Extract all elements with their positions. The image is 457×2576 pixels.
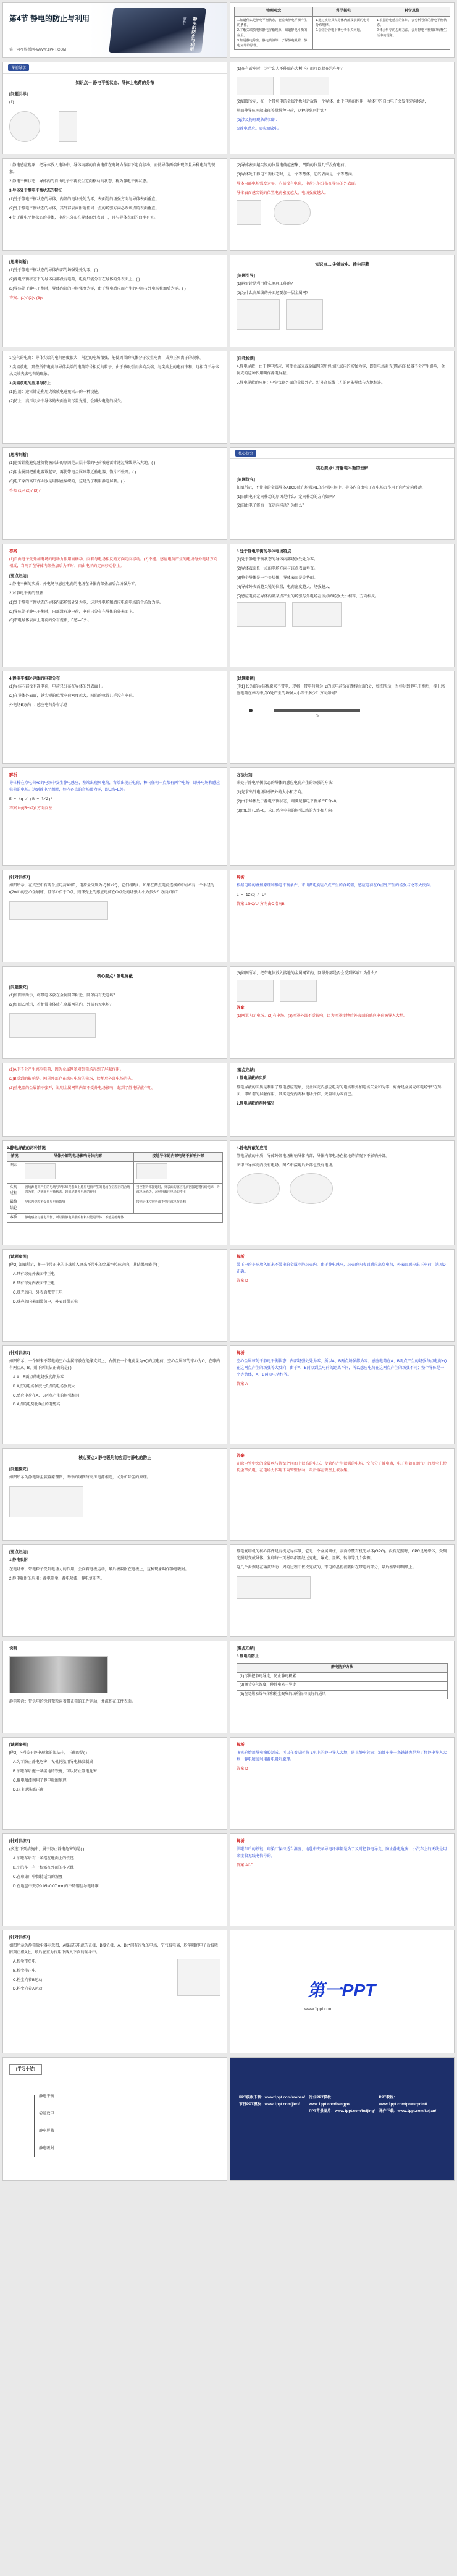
slide-knowledge2: [230, 255, 455, 347]
table-cell: 接地导体空腔外部不受内部电荷影响: [133, 1198, 222, 1213]
table-cell: (3)在易燃易爆气体和粉尘聚集的场所保持良好的通风: [237, 1690, 448, 1699]
text-line: 1.静电吸附: [9, 1558, 28, 1563]
answer-text: (2)B受到的影响是，网罩外部存在感应电荷的电场，接地后外部电场消失。: [9, 1076, 135, 1081]
answer-text: (1)网罩内无电场。(2)有电场。(3)网罩外部不受影响，因为网罩接地后外表面的感应电荷被导入大地。: [237, 1014, 408, 1019]
summary-node: 尖端放电: [39, 2111, 54, 2116]
figure-cage-b: [280, 980, 317, 1002]
text-line: (2)如图所示，在一个带负电的金属平板附近放置一个导体，由于电场的作用，导体中的自由电子会发生定向移动，: [237, 99, 429, 104]
figure-lightning: [237, 77, 274, 95]
answer-text: 答案：(1)√ (2)√ (3)√: [9, 295, 43, 300]
table-cell: 因场源电荷产生的电场与导体球壳表面上感应电荷产生的电场在空腔内的合场强为零，达到静电平衡状态，起到屏蔽外电场的作用: [22, 1184, 133, 1198]
question-text: (3)如图所示，把带电体放入接地的金属网罩内，网罩外部是否会受到影响？为什么？: [237, 971, 379, 975]
option-d[interactable]: D.以上说法都正确: [13, 1787, 44, 1792]
question-tag: [问题探究]: [9, 985, 28, 990]
footer-links: [230, 2057, 455, 2181]
judge-item: (2)用金属网把验电器罩起来，再使带电金属球靠近验电器，箔片不张开。( ): [9, 470, 136, 475]
figure-shield-b: [136, 1163, 167, 1179]
option-a[interactable]: A.只有球壳外表面带正电: [13, 1272, 55, 1277]
judge-tag: [思考判断]: [9, 260, 28, 264]
figure-field-lines: [237, 602, 286, 627]
question-text: (1)避雷针是利用什么原理工作的？: [237, 281, 295, 286]
slide-training2: [2, 1345, 227, 1444]
lesson-title: 第4节 静电的防止与利用: [9, 14, 90, 23]
text-line: (3)导体处于静电平衡状态时，是一个等势体，它的表面是一个等势面。: [237, 172, 356, 177]
slide-shield-app: [230, 1140, 455, 1245]
option-b[interactable]: B.A点的电场强度比B点的电场强度大: [13, 1384, 75, 1389]
question-tag: [问题引导]: [237, 273, 255, 278]
example-text: [例2] 如图所示，把一个带正电的小球放入原来不带电的金属空腔球壳内，其结果可能是( ): [9, 1263, 160, 1268]
example-tag: [试题案例]: [9, 1255, 28, 1259]
slide-spray: [2, 1641, 227, 1733]
text-line: (1)导体内部没有净电荷，电荷只分布在导体的外表面上。: [9, 684, 106, 689]
option-c[interactable]: C.静电喷漆利用了静电吸附原理: [13, 1778, 67, 1783]
analysis-text: 根据电场的叠加原理和静电平衡条件，求出两电荷在O点产生的合场强，感应电荷在O点处产生的场强与之等大反向。: [237, 883, 434, 888]
col-header: 静电防护方法: [237, 1664, 448, 1673]
example-text: [例1] 长为l的导体棒原来不带电，现将一带电荷量为+q的点电荷放在距棒左端R处，如图所示，当棒达到静电平衡后，棒上感应电荷在棒内中点O处产生的场强大小等于多少？方向如何？: [237, 684, 445, 696]
table-cell: (1)尽快把静电导走，防止静电积累: [237, 1672, 448, 1682]
question-text: (1)自由电子定向移动的原因是什么？定向移动的方向如何？: [237, 494, 337, 499]
text-line: (2)在导体外表面，越尖锐的位置电荷密度越大，凹陷的位置几乎没有电荷。: [9, 694, 136, 699]
table-cell: 1.根据静电感应的知识，会分析导体的静电平衡状态。 2.体会科学的思维方法，会用静电平衡知识解释生活中的现象。: [374, 16, 450, 50]
answer-text: 答案 kq/(R+l/2)² 方向向左: [9, 806, 52, 810]
question-text: 如图所示，不带电的金属导体ABCD放在场强为E的匀强电场中，导体内自由电子在电场力作用下向左定向移动，: [237, 485, 426, 490]
summary-title: [学习小结]: [9, 2064, 42, 2075]
analysis-tag: 解析: [237, 1255, 245, 1259]
text-line: 静电屏蔽的本质：导体外部电场影响导体内部，导体内部电场在接地的情况下不影响外部。: [237, 1154, 390, 1159]
text-line: 1.静电平衡的实质：外电场与感应电荷的电场在导体内部叠加后合场强为零。: [9, 582, 139, 587]
figure-metal-mesh: [9, 1013, 96, 1038]
option-a[interactable]: A.粉尘带负电: [13, 1959, 36, 1964]
slide-training4: [2, 1930, 227, 2053]
slide-judge2: [2, 447, 227, 540]
slide-brand-logo: [230, 1930, 455, 2053]
answer-text: 答案 ACD: [237, 1863, 254, 1867]
example-text: [例3] 下列关于静电现象的说法中，正确的是( ): [9, 1751, 87, 1756]
judge-tag: [思考判断]: [9, 453, 28, 457]
option-a[interactable]: A.A、B两点的电场强度都为零: [13, 1374, 64, 1379]
text-line: 2.尖端放电：那些所带电荷与导体尖端的电荷符号相反的粒子，由于被吸引而奔向尖端，与尖端上的电荷中和，这相当于导体从尖端失去电荷的现象。: [9, 364, 219, 376]
question-text: (2)自由电子能否一直定向移动？为什么？: [237, 503, 306, 508]
objectives-slide: [230, 2, 455, 58]
point-charge: [249, 709, 253, 712]
method-tag: 方法归纳: [237, 773, 253, 777]
text-line: (2)由于导体处于静电平衡状态，则满足静电平衡条件E合=0。: [237, 799, 340, 804]
col-header: 情况: [7, 1153, 22, 1162]
text-line: (2)涉及物理现象的知识：: [237, 117, 280, 122]
row-header: 实现过程: [7, 1184, 22, 1198]
check-tag: [自我检测]: [237, 356, 255, 361]
option-a[interactable]: A.油罐车后有一条拖在地面上的铁链: [13, 1856, 74, 1861]
slide-point-discharge: [2, 351, 227, 444]
summary-node: 静电吸附: [39, 2145, 54, 2150]
text-line: (1)处于静电平衡状态的导体内部场强处处为零。: [237, 557, 318, 562]
slide-training2-answer: [230, 1345, 455, 1444]
slide-core1-answer: [2, 544, 227, 667]
figure-power-line: [286, 299, 323, 330]
summary-diagram: [9, 2082, 220, 2163]
slide-summary: [2, 2057, 227, 2181]
slide-shield-essence: [230, 1063, 455, 1137]
figure-two-charges: [9, 901, 108, 920]
slide-example1-answer: [2, 767, 227, 866]
question-text: 如图所示为静电除尘装置原理图，图中的线圈与高压电源相连，试分析除尘的原理。: [9, 1475, 151, 1480]
text-line: 图甲中导体壳内没有电场；图乙中接地后外部也没有电场。: [237, 1163, 336, 1168]
midpoint-label: O: [316, 714, 319, 718]
text-line: 1.静电屏蔽的实质: [237, 1076, 267, 1081]
option-d[interactable]: D.球壳的内表面带负电，外表面带正电: [13, 1299, 78, 1304]
text-line: 1.空气的电离：导体尖端的电荷密度很大，附近的电场很强，能使周围的气体分子发生电离，成为正负离子的现象。: [9, 356, 204, 360]
slide-core2: [2, 966, 227, 1059]
training-text: (多选)下列措施中，属于防止静电危害的是( ): [9, 1847, 85, 1852]
col-header: 接地导体的内部电场不影响外部: [133, 1153, 222, 1162]
text-line: (2)防止：高压设备中导体的表面应该尽量光滑，会减少电能的损失。: [9, 399, 125, 404]
section-title: 4.静电平衡时导体的电荷分布: [9, 676, 61, 681]
slide-concepts: [2, 158, 227, 251]
conductor-rod: [274, 709, 360, 712]
training-text: 如图所示为静电除尘器示意图，A接高压电源的正极，B接负极，A、B之间有很强的电场，空气被电离，粉尘吸附电子后被吸附到正极A上，最后在重力作用下落入下面的漏斗中。: [9, 1943, 219, 1955]
figure-car: [280, 77, 329, 95]
slide-example2: [2, 1249, 227, 1342]
table-cell: 1.通过实验探究导体内部及表面的电荷分布规律。 2.会结合静电平衡分析相关问题。: [313, 16, 374, 50]
footer-link[interactable]: 节日PPT模板：www.1ppt.com/jieri/: [239, 2102, 300, 2107]
table-cell: 导体内空腔不受外界电荷影响: [22, 1198, 133, 1213]
col-header: 科学探究: [313, 7, 374, 17]
text-line: (2)导体表面任一点的电场方向与该点表面垂直。: [237, 566, 318, 571]
shield-table: [7, 1152, 223, 1223]
answer-label: 答案: [9, 488, 17, 493]
figure-rod: [237, 701, 448, 720]
analysis-text: 油罐车后的铁链、印染厂保持适当湿度、地毯中夹杂导电纤维都是为了及时把静电导走，防止静电危害；小汽车上的天线是用来接收无线电信号的。: [237, 1847, 447, 1859]
slide-method: [230, 767, 455, 866]
text-line: 2.静电屏蔽的两种情况: [237, 1101, 274, 1106]
option-d[interactable]: D.A点的电势比B点的电势高: [13, 1402, 61, 1407]
text-line: (4)导体外表面越尖锐的位置，电荷密度越大，场强越大。: [237, 584, 333, 589]
knowledge-title: 知识点二 尖端放电、静电屏蔽: [315, 263, 369, 267]
table-cell: 当空腔外部接地时，外表面的感应电荷因接地将传给地球，外部电场消失，起到屏蔽内电场的作用: [133, 1184, 222, 1198]
slide-training1: [2, 870, 227, 962]
question-text: (2)如图乙所示，若把带电体放在金属网罩内，外部有无电场？: [9, 1002, 114, 1007]
analysis-tag: 解析: [237, 1839, 245, 1843]
col-header: 物理观念: [235, 7, 313, 17]
slide-question-intro: [230, 62, 455, 154]
figure-sphere-b: [290, 1173, 333, 1204]
answer-tag: 答案: [237, 1454, 245, 1458]
slide-copier: [230, 1544, 455, 1637]
question-text: (1)在有雷电时，为什么人不能躲在大树下？而可以躲在汽车里？: [237, 67, 345, 71]
text-line: 外电场E方向 → 感应电荷分布示意: [9, 702, 68, 707]
example-tag: [试题案例]: [9, 1743, 28, 1747]
text-line: 静电喷涂：带负电的涂料微粒向着带正电的工件运动，并沉积在工件表面。: [9, 1699, 136, 1704]
analysis-tag: 解析: [237, 1743, 245, 1747]
judge-item: (3)导体处于静电平衡时，导体内部的电场强度为零，由于静电感应而产生的电场与外电场叠加后为零。( ): [9, 286, 186, 291]
slide-core3-answer: [230, 1448, 455, 1541]
slide-charge-dist: [2, 671, 227, 764]
option-b[interactable]: B.油罐车后拖一条接地的铁链，可以防止静电危害: [13, 1769, 97, 1774]
knowledge-title: 知识点一 静电平衡状态、导体上电荷的分布: [75, 81, 154, 85]
slide-example3-answer: [230, 1737, 455, 1830]
text-line: (1)处于静电平衡状态的导体，内部的电场处处为零，表面处的场强方向与导体表面垂直。: [9, 197, 159, 202]
text-line: (3)带电导体表面上电荷的分布规律，E感=-E外。: [9, 618, 91, 623]
answer-text: 答案 12kQ/L² 方向由O指向B: [237, 901, 285, 906]
text-line: 在电场中，带电粒子受到电场力的作用，会向着电极运动，最后被吸附在电极上，这种现象叫作静电吸附。: [9, 1567, 189, 1572]
footer-link[interactable]: 行业PPT模板：www.1ppt.com/hangye/: [309, 2096, 350, 2107]
analysis-text: 导体棒在点电荷+q的电场中发生静电感应，左端出现负电荷，右端出现正电荷，棒内任何一点都有两个电场，即外电场和感应电荷的电场。达到静电平衡时，棒内各点的合场强为零，即E感=E外。: [9, 781, 220, 793]
col-header: 导体外部的电场影响导体内部: [22, 1153, 133, 1162]
text-line: 求处于静电平衡状态的导体的感应电荷产生的场强的方法：: [237, 781, 336, 786]
row-header: 图示: [7, 1161, 22, 1184]
text-line: 3.导体处于静电平衡状态的特征: [9, 188, 62, 193]
training-text: 如图所示，在真空中有两个点电荷A和B，电荷量分别为-Q和+2Q，它们相距L。如果在两点电荷连线的中点O有一个半径为r(2r<L)的空心金属球，且球心位于O点，则球壳上的感应电荷在O点处的场强大小为多少？方向如何？: [9, 883, 215, 895]
text-line: 静电复印机的核心部件是有机光导体鼓，它是一个金属圆柱，表面涂覆有机光导体(OPC)。没有光照时，OPC是绝缘体，受到光照时变成导体。复印每一页材料都要经过充电、曝光、显影、转印等几个步骤。: [237, 1549, 447, 1560]
answer-text: (3)验电器的金属箔不张开，说明金属网罩内部不受外电场影响，起到了静电屏蔽作用。: [9, 1085, 156, 1090]
analysis-text: 空心金属球处于静电平衡状态，内部场强处处为零，所以A、B两点场强都为零；感应电荷在A、B两点产生的场强与点电荷+Q在这两点产生的场强等大反向，由于A、B两点到点电荷的距离不同，所以感应电荷在这两点产生的场强不同；整个导体是一个等势体，A、B两点电势相等。: [237, 1359, 447, 1377]
summary-tag: [要点归纳]: [237, 1068, 255, 1072]
summary-node: 静电屏蔽: [39, 2128, 54, 2133]
text-line: (2)导体表面越尖锐的位置电荷越密集，凹陷的位置几乎没有电荷。: [237, 163, 348, 167]
option-c[interactable]: C.粉尘向着B运动: [13, 1977, 43, 1982]
answer-text: 答案 A: [237, 1381, 248, 1386]
text-line: (3)整个导体是一个等势体，导体表面是等势面。: [237, 575, 318, 580]
text-line: 2.静电吸附的应用：静电除尘、静电喷漆、静电复印等。: [9, 1576, 104, 1581]
figure-dust-collector: [9, 1486, 83, 1517]
question-text: (2)为什么高压线的外面还要加一层金属网？: [237, 290, 310, 295]
formula: E = 12kQ / L²: [237, 893, 267, 898]
slide-field-features: [230, 544, 455, 667]
analysis-tag: 解析: [9, 773, 17, 777]
figure-sphere-a: [237, 1173, 280, 1204]
section-title: 3.处于静电平衡的导体电场特点: [237, 549, 291, 554]
slide-adsorption: [2, 1544, 227, 1637]
question-tag: [问题探究]: [237, 477, 255, 482]
core-title: 核心要点3 静电吸附的应用与静电的防止: [78, 1456, 151, 1460]
table-cell: 1.知道什么是静电平衡状态，能说出静电平衡产生的条件。 2.了解尖端放电和静电屏蔽现象，知道静电平衡的应用。 3.知道静电除尘、静电喷漆等，了解静电吸附，静电复印的原理。: [235, 16, 313, 50]
note-tag: 说明: [9, 1646, 17, 1651]
training-tag: [针对训练3]: [9, 1839, 30, 1843]
option-d[interactable]: D.粉尘向着A运动: [13, 1987, 43, 1992]
text-line: 5.静电屏蔽的应用：电学仪器外面的金属外壳、野外高压线上方的两条导线与大地相连。: [237, 380, 385, 385]
analysis-text: 带正电的小球放入原来不带电的金属空腔球壳内，由于静电感应，球壳的内表面感应出负电荷，外表面感应出正电荷，选项D正确。: [237, 1263, 446, 1274]
answer-text: 答案 D: [237, 1278, 248, 1283]
text-line: (1)先求出外电场场强E外的大小和方向。: [237, 790, 305, 795]
training-tag: [针对训练2]: [9, 1351, 30, 1355]
text-line: 静电屏蔽的实质是利用了静电感应现象，使金属壳内感应电荷的电场和外加电场矢量和为零，好像是金属壳将电场“挡”在外面，即所谓的屏蔽作用，其实是壳内两种电场并存，矢量和为零而已。: [237, 1085, 442, 1096]
text-line: (3)由E外+E感=0，求出感应电荷的场强E感的大小和方向。: [237, 808, 336, 813]
answer-tag: 答案: [237, 1005, 245, 1010]
text-line: 2.对静电平衡的理解: [9, 591, 43, 596]
figure-conductor: [237, 200, 261, 225]
figure-copier: [237, 1576, 311, 1599]
slide-judge1: [2, 255, 227, 347]
figure-device: [59, 111, 77, 142]
text-line: 1.静电感应现象：把导体放入电场中，导体内部的自由电荷在电场力作用下定向移动，而使导体两端出现等量异种电荷的现象。: [9, 163, 216, 174]
summary-tag: [要点归纳]: [237, 1646, 255, 1651]
training-tag: [针对训练4]: [9, 1935, 30, 1940]
option-c[interactable]: C.感应电荷在A、B两点产生的场强相同: [13, 1393, 80, 1398]
title-artwork: 静电的防止与利用 第4节: [109, 8, 206, 53]
analysis-tag: 解析: [237, 875, 245, 880]
slide-example2-answer: [230, 1249, 455, 1342]
training-text: 如图所示，一个原来不带电的空心金属球放在绝缘支架上，右侧放一个电荷量为+Q的点电荷，空心金属球的球心为O，在球内有两点A、B，则下列说法正确的是( ): [9, 1359, 220, 1371]
text-line: 2.静电平衡状态：导体内的自由电子不再发生定向移动的状态，称为静电平衡状态。: [9, 179, 150, 183]
figure-shape: [274, 200, 311, 225]
slide-training3-answer: [230, 1833, 455, 1926]
section-title: 3.静电的防止: [237, 1654, 259, 1659]
question-text: (1): [9, 99, 14, 104]
figure-lightning-rod: [237, 299, 280, 330]
summary-node: 静电平衡: [39, 2094, 54, 2098]
answer-tag: 答案: [9, 549, 17, 554]
summary-tag: [要点归纳]: [9, 1550, 28, 1554]
figure-precipitator: [177, 1959, 220, 1996]
option-c[interactable]: C.在印染厂中保持适当的湿度: [13, 1874, 63, 1879]
question-tag: [问题探究]: [9, 1467, 28, 1471]
text-line: 导体内部电场强度为零，内部没有电荷，电荷只能分布在导体的外表面。: [237, 181, 359, 186]
figure-people: [9, 111, 40, 142]
training-tag: [针对训练1]: [9, 875, 30, 880]
slide-core2-q: [230, 966, 455, 1059]
figure-shield-a: [25, 1163, 56, 1179]
section-title: 3.静电屏蔽的两种情况: [7, 1146, 46, 1150]
core-title: 核心要点2 静电屏蔽: [96, 974, 133, 979]
question-tag: [问题引导]: [9, 91, 28, 96]
text-line: 4.静电屏蔽：由于静电感应，可使金属壳或金属网罩所包围区域内的场强为零，即外电场对壳(网)内的仪器不会产生影响，金属壳的这种作用叫作静电屏蔽。: [237, 364, 445, 376]
prevention-table: [237, 1663, 448, 1699]
option-d[interactable]: D.在地毯中夹杂0.05~0.07 mm的不锈钢丝导电纤维: [13, 1884, 99, 1888]
slide-example1: [230, 671, 455, 764]
option-b[interactable]: B.粉尘带正电: [13, 1968, 36, 1973]
slide-core1: [230, 447, 455, 540]
text-line: (5)感应电荷在导体内部某点产生的场强与外电场在该点的场强大小相等，方向相反。: [237, 594, 379, 599]
slide-core3: [2, 1448, 227, 1541]
core-title: 核心要点1 对静电平衡的理解: [316, 466, 369, 471]
text-line: (2)处于静电平衡状态的导体，其外部表面附近任何一点的场强方向必跟该点的表面垂直。: [9, 206, 159, 211]
text-line: 3.尖端放电的应用与防止: [9, 381, 51, 385]
slide-shielding: [230, 351, 455, 444]
row-header: 本质: [7, 1213, 22, 1223]
footer-link[interactable]: PPT模板下载：www.1ppt.com/moban/: [239, 2096, 305, 2100]
slide-example3: [2, 1737, 227, 1830]
formula: E = kq / (R + l/2)²: [9, 796, 53, 801]
col-header: 科学思维: [374, 7, 450, 17]
figure-spray-painting: [9, 1656, 108, 1693]
text-line: 从而使导体两端出现等量异种电荷，这种现象叫什么？: [237, 108, 329, 113]
row-header: 最终结论: [7, 1198, 22, 1213]
summary-tag: [要点归纳]: [9, 573, 28, 578]
figure-cage-a: [237, 980, 274, 1002]
answer-text: (1)自由电子受外加电场的电场力作用而移动，向着与电场相反的方向定向移动。(2)不能。感应电荷产生的电场与外电场方向相反，当两者在导体内部叠加后为零时，自由电子的定向移动停止。: [9, 557, 217, 569]
option-a[interactable]: A.为了防止静电危害，飞机轮胎用导电橡胶制成: [13, 1760, 93, 1765]
slide-prevention: [230, 1641, 455, 1733]
slide-distribution: [230, 158, 455, 251]
option-b[interactable]: B.小汽车上有一根露在外面的小天线: [13, 1865, 74, 1870]
footer-link[interactable]: PPT背景图片：www.1ppt.com/beijing/: [309, 2109, 375, 2113]
footer-link[interactable]: PPT教程：www.1ppt.com/powerpoint/: [379, 2096, 427, 2107]
figure-conductor-field: [292, 602, 342, 627]
slide-core2-ans: [2, 1063, 227, 1137]
text-line: ①静电感应。②尖端放电。: [237, 127, 282, 132]
text-line: (2)导体处于静电平衡时，内部没有净电荷，电荷只分布在导体的外表面上。: [9, 609, 136, 614]
slide-shield-table: [2, 1140, 227, 1245]
judge-item: (2)静电平衡状态下的导体内部没有电荷，电荷只能分布在导体的外表面上。( ): [9, 277, 140, 282]
text-line: 导体表面越尖锐的位置电荷密度越大，电场强度越大。: [237, 190, 329, 195]
option-c[interactable]: C.球壳的内、外表面都带正电: [13, 1290, 63, 1295]
text-line: 这几个步骤是在硒鼓转动一周的过程中依次完成的，带电的墨粉被吸附在带电的部分，最后被转印到纸上。: [237, 1565, 416, 1570]
table-cell: 静电感应与静电平衡，所以做静电屏蔽的材料只能是导体，不能是绝缘体: [22, 1213, 223, 1223]
brand-logo: 第一PPT: [307, 1980, 376, 2000]
objectives-table: [234, 7, 450, 50]
answer-text: 在除尘管中央的金属丝与管壁之间加上很高的电压，使管内产生很强的电场，空气分子被电离，电子附着在烟气中的粉尘上使粉尘带负电，在电场力作用下向管壁移动，最后落在管壁上被收集。: [237, 1462, 447, 1473]
section-badge: 核心探究: [235, 450, 256, 457]
slide-training3: [2, 1833, 227, 1926]
question-text: (1)如图甲所示，将带电体放在金属网罩附近，网罩内有无电场？: [9, 993, 117, 998]
text-line: (1)应用：避雷针是利用尖端放电避免雷击的一种设施。: [9, 390, 102, 395]
slide-training1-answer: [230, 870, 455, 962]
table-cell: (2)调节空气湿度，使静电易于导走: [237, 1682, 448, 1691]
site-label: 第一PPT模板网-WWW.1PPT.COM: [9, 48, 66, 52]
analysis-text: 飞机轮胎用导电橡胶制成，可以在着陆时将飞机上的静电导入大地，防止静电危害；油罐车拖一条铁链也是为了将静电导入大地；静电喷漆利用静电吸附原理。: [237, 1751, 447, 1762]
answer-text: (1)A中不会产生感应电荷，因为金属网罩对外电场起到了屏蔽作用。: [9, 1067, 124, 1072]
answer-text: 答案 D: [237, 1766, 248, 1771]
text-line: (1)处于静电平衡状态的导体内部场强处处为零，这是外电场和感应电荷电场的合场强为零。: [9, 600, 163, 605]
slide-prestudy: [2, 62, 227, 154]
judge-item: (1)避雷针能避免建筑物被雷击的原因是云层中带的电荷被避雷针通过导线导入大地。( ): [9, 461, 156, 466]
section-badge: 课前导学: [8, 64, 29, 71]
brand-url: www.1ppt.com: [304, 2007, 333, 2011]
judge-item: (3)电工穿的高压作业服是用铜丝编织的，这是为了利用静电屏蔽。( ): [9, 479, 125, 484]
text-line: 4.处于静电平衡状态的导体，电荷只分布在导体的外表面上，且与导体表面的曲率有关。: [9, 216, 158, 221]
section-title: 4.静电屏蔽的应用: [237, 1146, 268, 1150]
example-tag: [试题案例]: [237, 676, 255, 681]
answer-text: (1)× (2)√ (3)√: [18, 488, 41, 493]
option-b[interactable]: B.只有球壳内表面带正电: [13, 1281, 55, 1286]
analysis-tag: 解析: [237, 1351, 245, 1355]
title-slide: [2, 2, 227, 58]
judge-item: (1)处于静电平衡状态的导体内部的场强处处为零。( ): [9, 268, 98, 273]
footer-link[interactable]: 课件下载：www.1ppt.com/kejian/: [379, 2109, 437, 2113]
